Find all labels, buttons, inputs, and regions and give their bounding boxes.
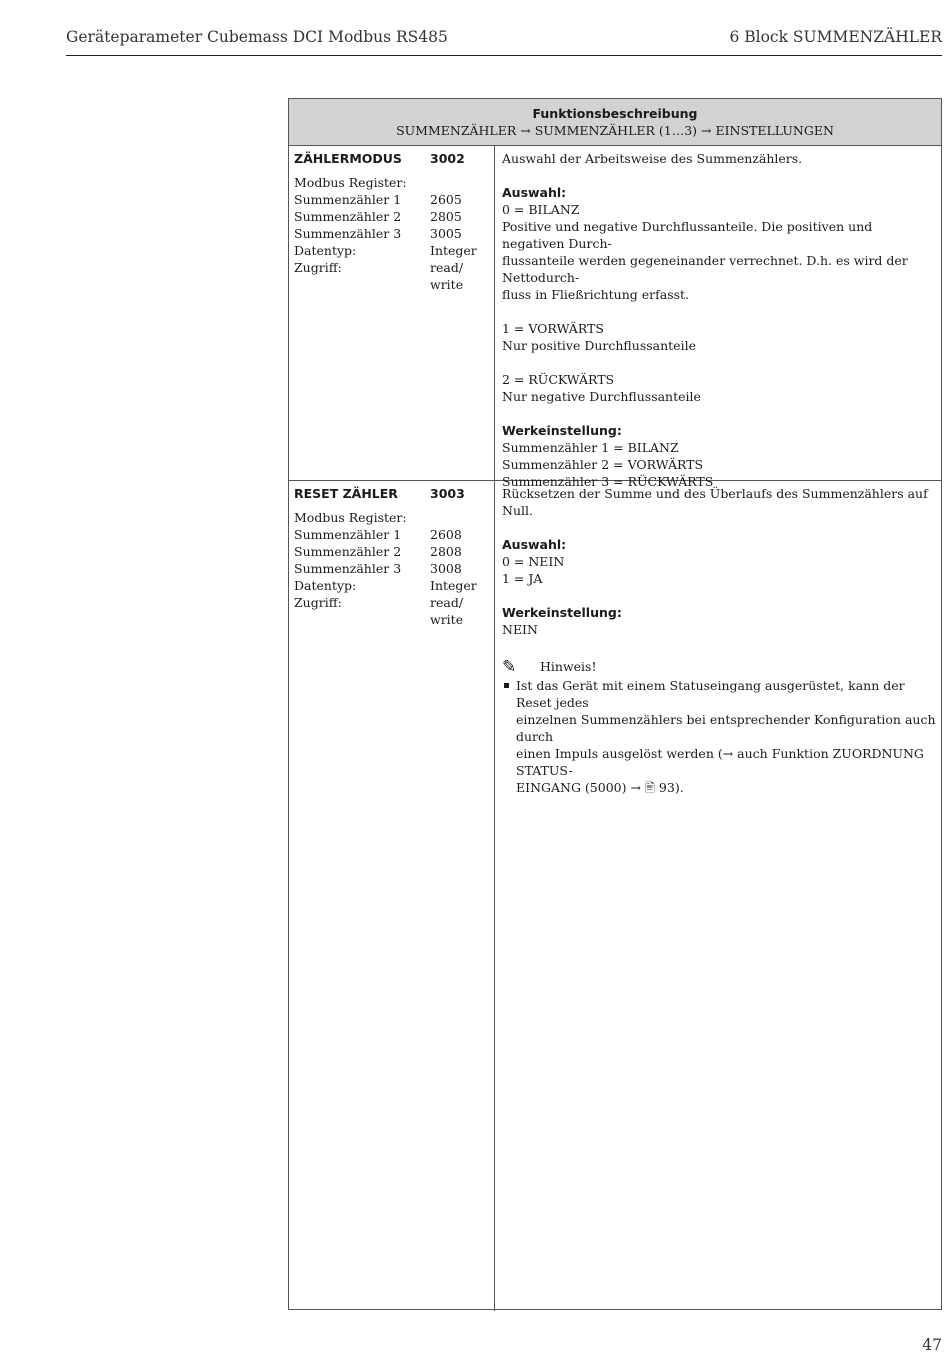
pencil-icon: ✎ <box>502 657 517 677</box>
register-line <box>294 577 494 594</box>
register-value: write <box>430 277 464 292</box>
option-text: Nur negative Durchflussanteile <box>502 389 701 404</box>
register-line <box>294 560 494 577</box>
header-chapter-title: 6 Block SUMMENZÄHLER <box>729 28 942 46</box>
function-row-zaehlermodus <box>289 146 941 489</box>
register-line <box>294 259 494 276</box>
function-code: 3003 <box>430 486 465 501</box>
register-line <box>294 611 494 628</box>
function-description <box>502 485 937 796</box>
register-value: 3008 <box>430 561 462 576</box>
register-line <box>294 242 494 259</box>
register-key: Summenzähler 2 <box>294 209 402 224</box>
register-line <box>294 509 494 526</box>
table-title: Funktionsbeschreibung <box>532 106 698 121</box>
hint-text-line: einzelnen Summenzählers bei entsprechender Konfiguration auch durch <box>516 712 936 744</box>
register-value: 2605 <box>430 192 462 207</box>
register-value: Integer <box>430 243 477 258</box>
function-description-column <box>496 146 941 489</box>
register-key: Summenzähler 3 <box>294 561 402 576</box>
page-header <box>66 28 942 56</box>
function-description-column <box>496 481 941 1311</box>
function-table <box>288 98 942 1310</box>
page-number: 47 <box>922 1336 942 1354</box>
register-line <box>294 208 494 225</box>
register-key: Datentyp: <box>294 243 357 258</box>
register-key: Zugriff: <box>294 260 342 275</box>
function-code: 3002 <box>430 151 465 166</box>
default-setting-value: Summenzähler 1 = BILANZ <box>502 440 679 455</box>
option-text: Nur positive Durchflussanteile <box>502 338 696 353</box>
register-key: Datentyp: <box>294 578 357 593</box>
selection-label: Auswahl: <box>502 185 567 200</box>
register-line <box>294 543 494 560</box>
hint-text-line: Ist das Gerät mit einem Statuseingang ausgerüstet, kann der Reset jedes <box>516 678 905 710</box>
register-value: read/ <box>430 260 464 275</box>
hint-bullet <box>502 677 937 796</box>
register-line <box>294 225 494 242</box>
register-key: Summenzähler 1 <box>294 192 402 207</box>
register-line <box>294 174 494 191</box>
table-header <box>289 99 941 146</box>
register-value: Integer <box>430 578 477 593</box>
table-menu-path: SUMMENZÄHLER → SUMMENZÄHLER (1…3) → EINSTELLUNGEN <box>396 123 834 138</box>
option-value: 1 = VORWÄRTS <box>502 321 604 336</box>
register-value: 3005 <box>430 226 462 241</box>
register-line <box>294 594 494 611</box>
selection-label: Auswahl: <box>502 537 567 552</box>
function-description <box>502 150 937 490</box>
hint-text-line: EINGANG (5000) → 🖹 93). <box>516 780 684 795</box>
register-line <box>294 191 494 208</box>
register-key: Modbus Register: <box>294 175 407 190</box>
register-line <box>294 526 494 543</box>
register-key: Summenzähler 1 <box>294 527 402 542</box>
option-text: Positive und negative Durchflussanteile. Die positiven und negativen Durch- <box>502 219 873 251</box>
default-setting-value: Summenzähler 2 = VORWÄRTS <box>502 457 704 472</box>
register-list <box>294 509 494 628</box>
option-value: 0 = BILANZ <box>502 202 580 217</box>
option-value: 2 = RÜCKWÄRTS <box>502 372 615 387</box>
hint-text-line: einen Impuls ausgelöst werden (→ auch Funktion ZUORDNUNG STATUS- <box>516 746 924 778</box>
register-value: 2805 <box>430 209 462 224</box>
option-text: flussanteile werden gegeneinander verrechnet. D.h. es wird der Nettodurch- <box>502 253 908 285</box>
register-key: Zugriff: <box>294 595 342 610</box>
default-setting-label: Werkeinstellung: <box>502 605 622 620</box>
register-value: read/ <box>430 595 464 610</box>
default-setting-value: NEIN <box>502 622 538 637</box>
function-name: RESET ZÄHLER <box>294 486 398 501</box>
hint-label: Hinweis! <box>540 659 597 674</box>
register-value: 2608 <box>430 527 462 542</box>
function-name: ZÄHLERMODUS <box>294 151 402 166</box>
default-setting-label: Werkeinstellung: <box>502 423 622 438</box>
description-text: Rücksetzen der Summe und des Überlaufs des Summenzählers auf Null. <box>502 486 928 518</box>
option-value: 0 = NEIN <box>502 554 565 569</box>
default-setting-value: Summenzähler 3 = RÜCKWÄRTS <box>502 474 714 489</box>
register-value: write <box>430 612 464 627</box>
option-text: fluss in Fließrichtung erfasst. <box>502 287 690 302</box>
register-key: Summenzähler 3 <box>294 226 402 241</box>
header-document-title: Geräteparameter Cubemass DCI Modbus RS485 <box>66 28 448 46</box>
register-key: Summenzähler 2 <box>294 544 402 559</box>
function-info-column <box>289 146 495 480</box>
register-line <box>294 276 494 293</box>
register-key: Modbus Register: <box>294 510 407 525</box>
hint-header <box>502 657 937 677</box>
description-text: Auswahl der Arbeitsweise des Summenzählers. <box>502 151 803 166</box>
option-value: 1 = JA <box>502 571 543 586</box>
register-list <box>294 174 494 293</box>
function-row-reset-zaehler <box>289 481 941 1311</box>
bullet-square-icon <box>504 683 509 688</box>
function-info-column <box>289 481 495 1311</box>
register-value: 2808 <box>430 544 462 559</box>
